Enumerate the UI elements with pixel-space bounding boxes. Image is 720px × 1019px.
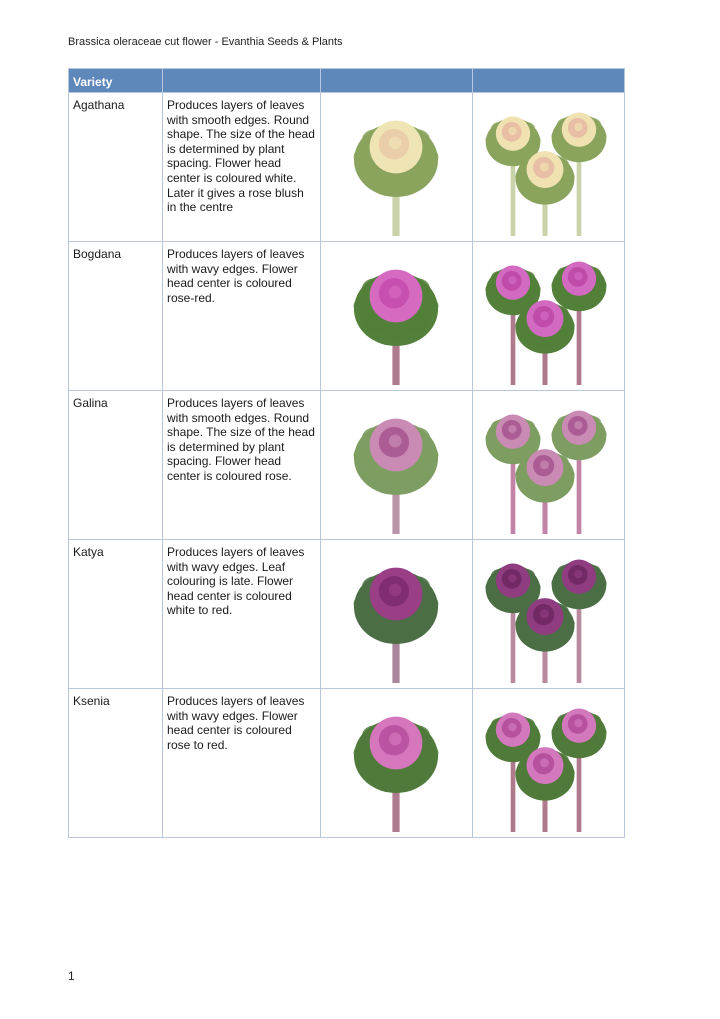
table-row xyxy=(69,391,625,540)
inner-petal xyxy=(508,574,516,582)
inner-petal xyxy=(389,137,402,150)
flower-bunch-photo xyxy=(473,391,625,540)
header-photo-bunch xyxy=(473,69,625,93)
cabbage-plant-front xyxy=(515,598,574,683)
inner-petal xyxy=(389,286,402,299)
inner-petal xyxy=(540,311,549,320)
document-title: Brassica oleraceae cut flower - Evanthia Seeds & Plants xyxy=(68,36,343,48)
cabbage-plant xyxy=(354,568,439,683)
single-flower-photo xyxy=(321,540,473,689)
inner-petal xyxy=(540,460,549,469)
header-description xyxy=(163,69,321,93)
cabbage-plant-front xyxy=(515,300,574,385)
flower-bunch-illustration xyxy=(473,540,623,683)
inner-petal xyxy=(389,584,402,597)
inner-petal xyxy=(508,723,516,731)
page-number: 1 xyxy=(68,969,75,983)
variety-description: Produces layers of leaves with wavy edges. Leaf colouring is late. Flower head center is coloured white to red. xyxy=(163,540,321,689)
variety-name: Ksenia xyxy=(69,689,163,838)
table-row xyxy=(69,540,625,689)
inner-petal xyxy=(508,425,516,433)
inner-petal xyxy=(540,162,549,171)
inner-petal xyxy=(540,609,549,618)
flower-bunch-illustration xyxy=(473,93,623,236)
single-flower-illustration xyxy=(321,242,471,385)
flower-bunch-photo xyxy=(473,242,625,391)
cabbage-plant xyxy=(354,270,439,385)
inner-petal xyxy=(389,733,402,746)
single-flower-photo xyxy=(321,93,473,242)
single-flower-illustration xyxy=(321,391,471,534)
varieties-table xyxy=(68,68,625,838)
single-flower-photo xyxy=(321,689,473,838)
inner-petal xyxy=(574,421,582,429)
inner-petal xyxy=(508,276,516,284)
flower-bunch-illustration xyxy=(473,689,623,832)
table-row xyxy=(69,689,625,838)
inner-petal xyxy=(508,127,516,135)
variety-name: Galina xyxy=(69,391,163,540)
single-flower-illustration xyxy=(321,540,471,683)
cabbage-plant xyxy=(354,419,439,534)
variety-name: Katya xyxy=(69,540,163,689)
cabbage-plant-front xyxy=(515,747,574,832)
inner-petal xyxy=(574,272,582,280)
variety-description: Produces layers of leaves with smooth edges. Round shape. The size of the head is determined by plant spacing. Flower head center is coloured rose. xyxy=(163,391,321,540)
flower-bunch-photo xyxy=(473,93,625,242)
inner-petal xyxy=(540,758,549,767)
table-row xyxy=(69,242,625,391)
table-row xyxy=(69,93,625,242)
single-flower-illustration xyxy=(321,93,471,236)
inner-petal xyxy=(574,570,582,578)
variety-description: Produces layers of leaves with wavy edges. Flower head center is coloured rose to red. xyxy=(163,689,321,838)
flower-bunch-photo xyxy=(473,540,625,689)
inner-petal xyxy=(574,123,582,131)
cabbage-plant-front xyxy=(515,151,574,236)
cabbage-plant xyxy=(354,717,439,832)
cabbage-plant-front xyxy=(515,449,574,534)
variety-description: Produces layers of leaves with wavy edges. Flower head center is coloured rose-red. xyxy=(163,242,321,391)
header-variety: Variety xyxy=(69,69,163,93)
table-header-row xyxy=(69,69,625,93)
inner-petal xyxy=(389,435,402,448)
cabbage-plant xyxy=(354,121,439,236)
inner-petal xyxy=(574,719,582,727)
flower-bunch-illustration xyxy=(473,391,623,534)
header-photo-single xyxy=(321,69,473,93)
flower-bunch-illustration xyxy=(473,242,623,385)
single-flower-photo xyxy=(321,242,473,391)
variety-description: Produces layers of leaves with smooth edges. Round shape. The size of the head is determined by plant spacing. Flower head center is coloured white. Later it gives a rose blush in the centre xyxy=(163,93,321,242)
single-flower-photo xyxy=(321,391,473,540)
variety-name: Bogdana xyxy=(69,242,163,391)
single-flower-illustration xyxy=(321,689,471,832)
flower-bunch-photo xyxy=(473,689,625,838)
variety-name: Agathana xyxy=(69,93,163,242)
